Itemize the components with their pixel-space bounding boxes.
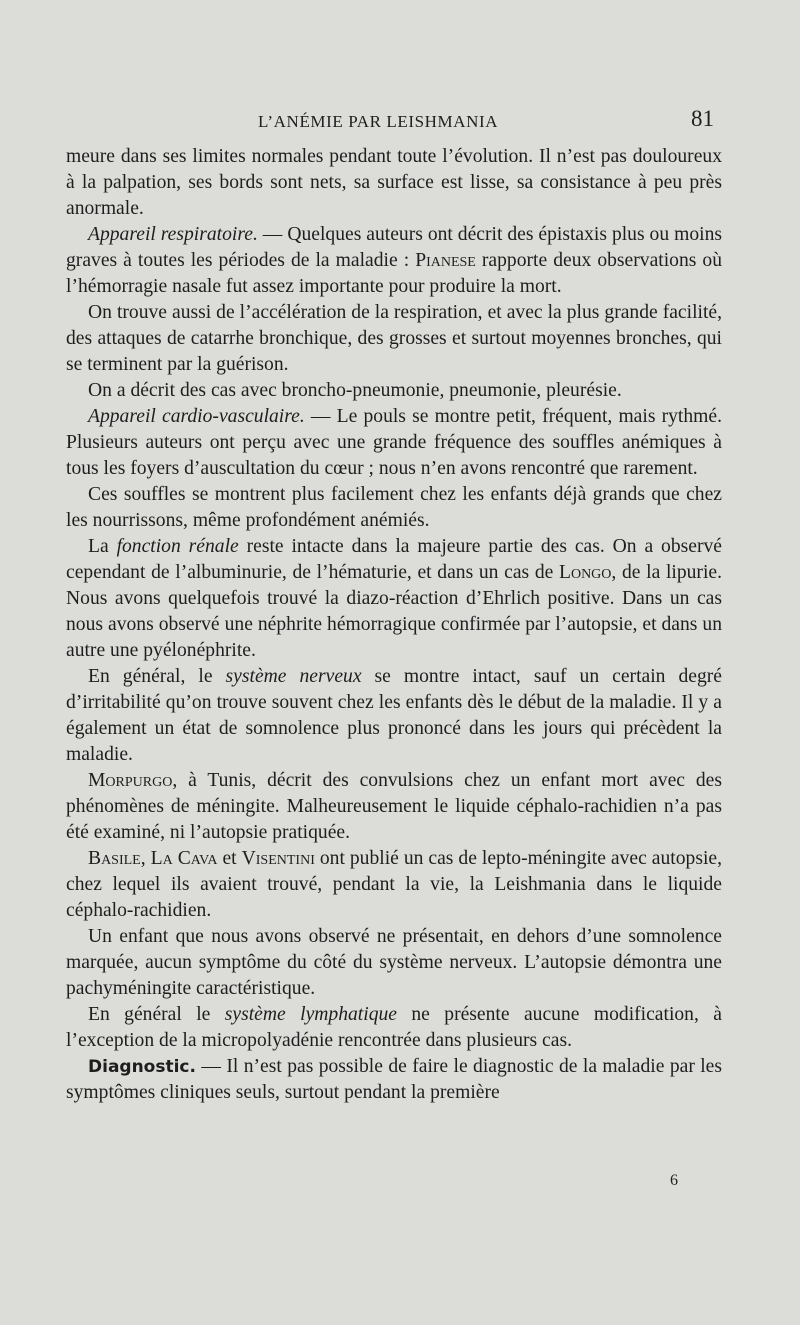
page-header [0,106,800,136]
author-name: La Cava [150,848,218,869]
body-text [66,144,722,1106]
paragraph: meure dans ses limites normales pendant toute l’évolution. Il n’est pas douloureux à la palpation, ses bords sont nets, sa surface est lisse, sa consistance à peu près anormale. [66,146,722,219]
paragraph: Diagnostic. — Il n’est pas possible de faire le diagnostic de la maladie par les symptômes cliniques seuls, surtout pendant la première [66,1056,722,1103]
paragraph: Basile, La Cava et Visentini ont publié un cas de lepto-méningite avec autopsie, chez lequel ils avaient trouvé, pendant la vie, la Leishmania dans le liquide céphalo-rachidien. [66,848,723,921]
paragraph: La fonction rénale reste intacte dans la majeure partie des cas. On a observé cependant de l’albuminurie, de l’hématurie, et dans un cas de Longo, de la lipurie. Nous avons quelquefois trouvé la diazo-réaction d’Ehrlich positive. Dans un cas nous avons observé une néphrite hémorragique confirmée par l’autopsie, et dans un autre une pyélonéphrite. [66,536,722,661]
paragraph: Appareil respiratoire. — Quelques auteurs ont décrit des épistaxis plus ou moins graves à toutes les périodes de la maladie : Pianese rapporte deux observations où l’hémorragie nasale fut assez importante pour produire la mort. [66,224,722,297]
section-heading: Appareil respiratoire. [88,224,258,245]
author-name: Longo [558,562,612,583]
section-heading: Appareil cardio-vasculaire. [88,406,305,427]
paragraph: Morpurgo, à Tunis, décrit des convulsions chez un enfant mort avec des phénomènes de méningite. Malheureusement le liquide céphalo-rachidien n’a pas été examiné, ni l’autopsie pratiquée. [66,770,722,843]
paragraph: En général le système lymphatique ne présente aucune modification, à l’exception de la micropolyadénie rencontrée dans plusieurs cas. [66,1004,722,1051]
section-heading: Diagnostic. [88,1057,196,1077]
running-title: L’ANÉMIE PAR LEISHMANIA [258,112,499,131]
author-name: Pianese [415,250,476,271]
paragraph: En général, le système nerveux se montre intact, sauf un certain degré d’irritabilité qu’on trouve souvent chez les enfants dès le début de la maladie. Il y a également un état de somnolence plus prononcé dans les jours qui précèdent la maladie. [66,666,722,765]
author-name: Basile [88,848,141,869]
author-name: Morpurgo [88,770,173,791]
paragraph: Ces souffles se montrent plus facilement chez les enfants déjà grands que chez les nourrissons, même profondément anémiés. [66,484,722,531]
paragraph: Appareil cardio-vasculaire. — Le pouls se montre petit, fréquent, mais rythmé. Plusieurs auteurs ont perçu avec une grande fréquence des souffles anémiques à tous les foyers d’auscultation du cœur ; nous n’en avons rencontré que rarement. [66,406,722,479]
emphasized-term: système nerveux [225,666,362,687]
page-number: 81 [691,106,714,131]
author-name: Visentini [241,848,315,869]
signature-mark: 6 [670,1172,678,1189]
emphasized-term: fonction rénale [116,536,239,557]
paragraph: On trouve aussi de l’accélération de la respiration, et avec la plus grande facilité, des attaques de catarrhe bronchique, des grosses et surtout moyennes bronches, qui se terminent par la guérison. [66,302,722,375]
emphasized-term: système lymphatique [224,1004,397,1025]
paragraph: On a décrit des cas avec broncho-pneumonie, pneumonie, pleurésie. [88,380,622,401]
paragraph: Un enfant que nous avons observé ne présentait, en dehors d’une somnolence marquée, aucun symptôme du côté du système nerveux. L’autopsie démontra une pachyméningite caractéristique. [66,926,722,999]
